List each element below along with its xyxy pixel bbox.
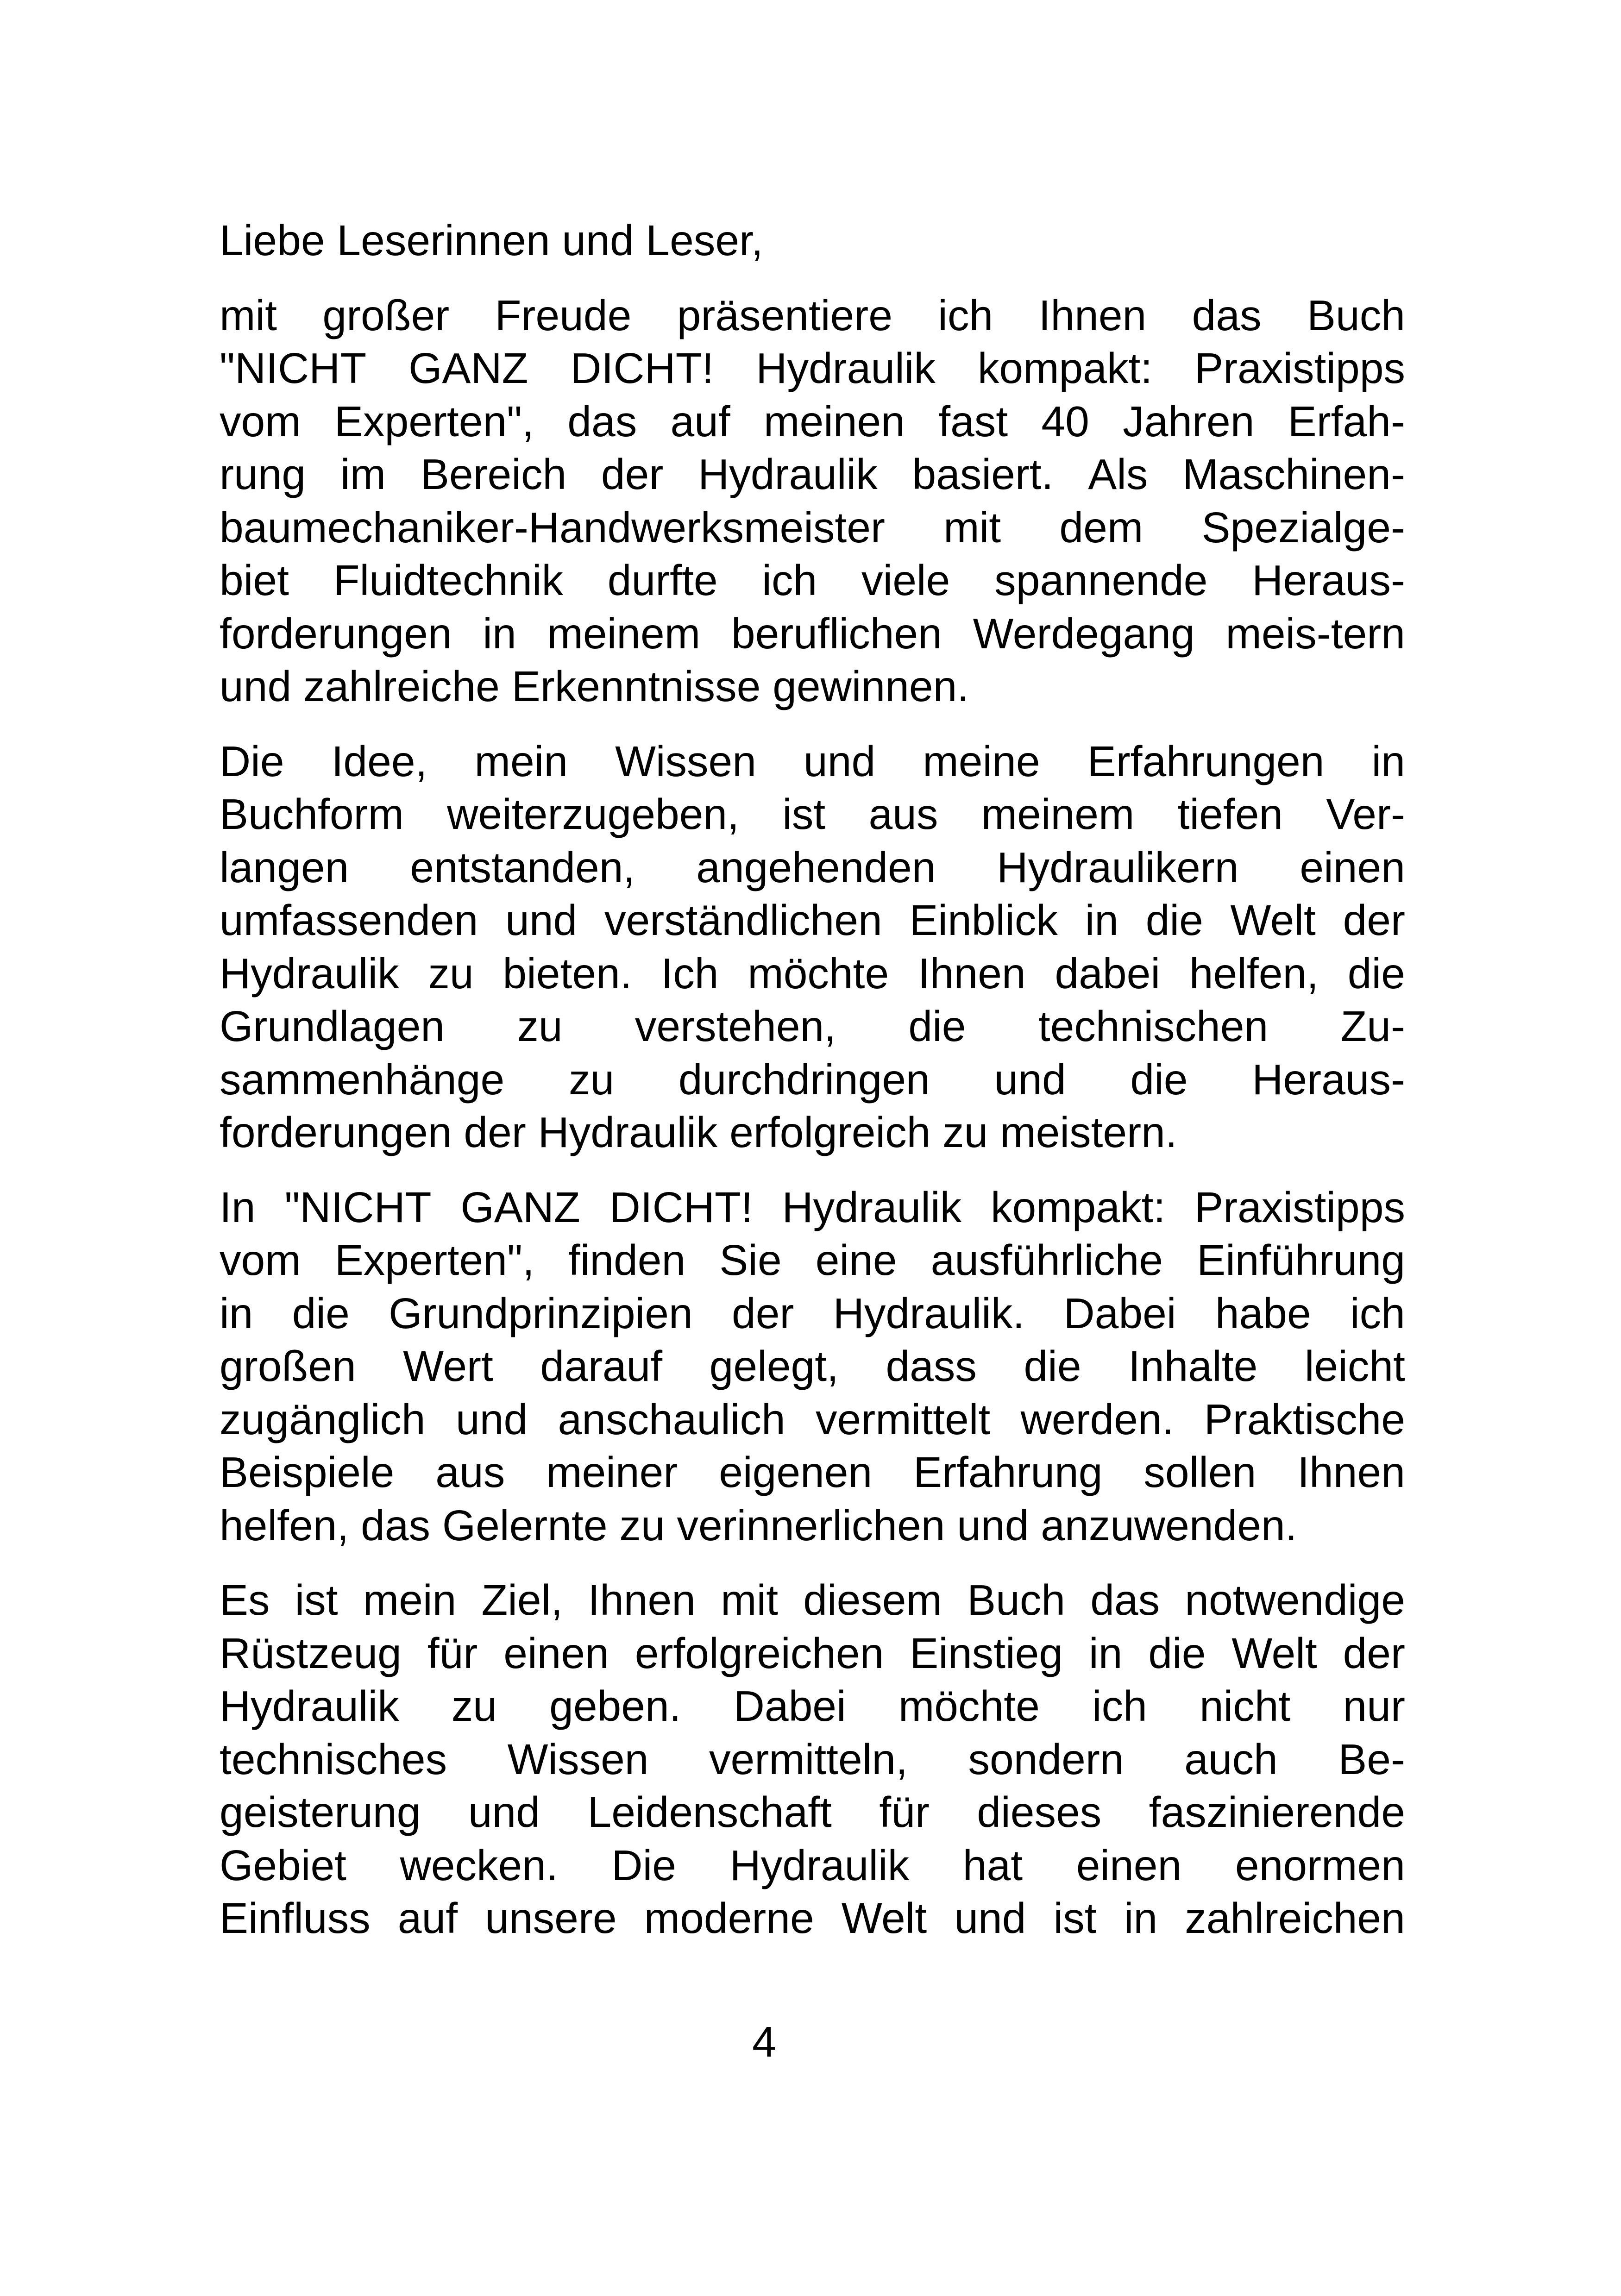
text-line: helfen, das Gelernte zu verinnerlichen und anzuwenden. <box>220 1501 1297 1549</box>
text-line: Einfluss auf unsere moderne Welt und ist in zahlreichen <box>220 1894 1405 1942</box>
text-line: "NICHT GANZ DICHT! Hydraulik kompakt: Praxistipps <box>220 344 1405 392</box>
text-line: vom Experten", finden Sie eine ausführliche Einführung <box>220 1236 1405 1284</box>
text-line: großen Wert darauf gelegt, dass die Inhalte leicht <box>220 1342 1405 1390</box>
salutation: Liebe Leserinnen und Leser, <box>220 216 763 264</box>
text-line: Hydraulik zu geben. Dabei möchte ich nicht nur <box>220 1682 1405 1730</box>
text-line: forderungen der Hydraulik erfolgreich zu meistern. <box>220 1108 1177 1156</box>
text-line: Gebiet wecken. Die Hydraulik hat einen enormen <box>220 1841 1405 1889</box>
text-line: sammenhänge zu durchdringen und die Heraus- <box>220 1055 1405 1104</box>
text-line: zugänglich und anschaulich vermittelt werden. Praktische <box>220 1395 1405 1443</box>
text-line: rung im Bereich der Hydraulik basiert. Als Maschinen- <box>220 450 1405 498</box>
text-line: mit großer Freude präsentiere ich Ihnen das Buch <box>220 291 1405 339</box>
text-line: technisches Wissen vermitteln, sondern auch Be- <box>220 1735 1405 1783</box>
paragraph <box>220 1181 1405 1552</box>
text-line: in die Grundprinzipien der Hydraulik. Dabei habe ich <box>220 1289 1405 1337</box>
text-line: geisterung und Leidenschaft für dieses faszinierende <box>220 1788 1405 1836</box>
text-line: Hydraulik zu bieten. Ich möchte Ihnen dabei helfen, die <box>220 949 1405 997</box>
page-number: 4 <box>752 2018 776 2066</box>
text-line: Buchform weiterzugeben, ist aus meinem tiefen Ver- <box>220 790 1405 838</box>
text-line: Rüstzeug für einen erfolgreichen Einstieg in die Welt der <box>220 1629 1405 1677</box>
text-line: langen entstanden, angehenden Hydraulikern einen <box>220 843 1405 891</box>
paragraph <box>220 735 1405 1159</box>
body-text <box>220 214 1405 1967</box>
paragraphs-container <box>220 289 1405 1945</box>
text-line: baumechaniker-Handwerksmeister mit dem Spezialge- <box>220 503 1405 552</box>
text-line: und zahlreiche Erkenntnisse gewinnen. <box>220 662 969 710</box>
text-line: Beispiele aus meiner eigenen Erfahrung sollen Ihnen <box>220 1448 1405 1496</box>
text-line: In "NICHT GANZ DICHT! Hydraulik kompakt: Praxistipps <box>220 1183 1405 1231</box>
text-line: Es ist mein Ziel, Ihnen mit diesem Buch das notwendige <box>220 1576 1405 1624</box>
text-line: forderungen in meinem beruflichen Werdegang meis-tern <box>220 609 1405 658</box>
paragraph <box>220 289 1405 713</box>
text-line: vom Experten", das auf meinen fast 40 Jahren Erfah- <box>220 397 1405 445</box>
text-line: Grundlagen zu verstehen, die technischen Zu- <box>220 1002 1405 1050</box>
text-line: Die Idee, mein Wissen und meine Erfahrungen in <box>220 737 1405 785</box>
text-line: umfassenden und verständlichen Einblick in die Welt der <box>220 896 1405 944</box>
paragraph <box>220 1574 1405 1945</box>
text-line: biet Fluidtechnik durfte ich viele spannende Heraus- <box>220 556 1405 604</box>
